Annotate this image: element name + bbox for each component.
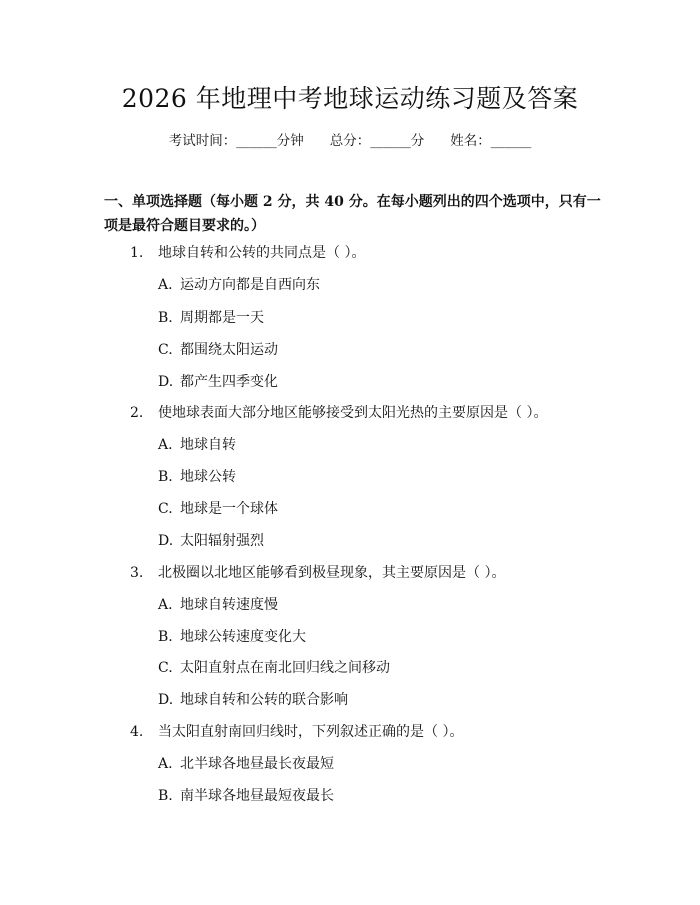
question-3-option-c — [158, 658, 390, 678]
question-number: 2. — [130, 405, 144, 421]
question-1-option-a — [158, 275, 320, 295]
option-letter: A. — [158, 756, 173, 772]
option-letter: C. — [158, 342, 173, 358]
option-letter: B. — [158, 788, 173, 804]
option-text: 太阳辐射强烈 — [180, 533, 264, 549]
question-2-option-d — [158, 531, 264, 551]
option-letter: A. — [158, 277, 173, 293]
option-text: 周期都是一天 — [180, 310, 264, 326]
option-text: 地球是一个球体 — [180, 501, 278, 517]
exam-meta-line — [0, 131, 700, 151]
question-3 — [130, 563, 505, 583]
question-1-option-b — [158, 308, 264, 328]
question-4-option-b — [158, 786, 334, 806]
option-letter: B. — [158, 469, 173, 485]
question-1-option-c — [158, 340, 278, 360]
question-text: 地球自转和公转的共同点是（ ）。 — [158, 245, 366, 261]
option-letter: B. — [158, 310, 173, 326]
question-4-option-a — [158, 754, 334, 774]
question-3-option-b — [158, 627, 306, 647]
option-text: 北半球各地昼最长夜最短 — [180, 756, 334, 772]
question-2-option-a — [158, 435, 236, 455]
exam-time-field: 考试时间：______分钟 — [168, 133, 304, 149]
question-number: 3. — [130, 565, 144, 581]
question-4 — [130, 722, 463, 742]
option-text: 地球自转速度慢 — [180, 597, 278, 613]
option-text: 南半球各地昼最短夜最长 — [180, 788, 334, 804]
option-text: 都产生四季变化 — [180, 374, 278, 390]
option-letter: B. — [158, 629, 173, 645]
question-2 — [130, 403, 547, 423]
question-number: 1. — [130, 245, 144, 261]
option-letter: D. — [158, 692, 174, 708]
student-name-field: 姓名：______ — [450, 133, 532, 149]
option-text: 地球公转速度变化大 — [180, 629, 306, 645]
question-1-option-d — [158, 372, 278, 392]
option-letter: D. — [158, 374, 174, 390]
section-heading: 一、单项选择题（每小题 2 分，共 40 分。在每小题列出的四个选项中，只有一项是最符合题目要求的。） — [104, 194, 601, 234]
question-3-option-d — [158, 690, 348, 710]
question-3-option-a — [158, 595, 278, 615]
option-letter: A. — [158, 597, 173, 613]
option-text: 地球公转 — [180, 469, 236, 485]
question-text: 使地球表面大部分地区能够接受到太阳光热的主要原因是（ ）。 — [158, 405, 548, 421]
option-letter: C. — [158, 501, 173, 517]
option-text: 地球自转 — [180, 437, 236, 453]
total-score-field: 总分：______分 — [329, 133, 425, 149]
option-text: 太阳直射点在南北回归线之间移动 — [180, 660, 390, 676]
question-2-option-b — [158, 467, 236, 487]
question-2-option-c — [158, 499, 278, 519]
option-letter: C. — [158, 660, 173, 676]
option-text: 地球自转和公转的联合影响 — [180, 692, 348, 708]
option-text: 运动方向都是自西向东 — [180, 277, 320, 293]
option-letter: D. — [158, 533, 174, 549]
question-number: 4. — [130, 724, 144, 740]
question-1 — [130, 243, 365, 263]
question-text: 北极圈以北地区能够看到极昼现象，其主要原因是（ ）。 — [158, 565, 506, 581]
option-letter: A. — [158, 437, 173, 453]
option-text: 都围绕太阳运动 — [180, 342, 278, 358]
question-text: 当太阳直射南回归线时，下列叙述正确的是（ ）。 — [158, 724, 464, 740]
page-title: 2026 年地理中考地球运动练习题及答案 — [121, 84, 579, 113]
